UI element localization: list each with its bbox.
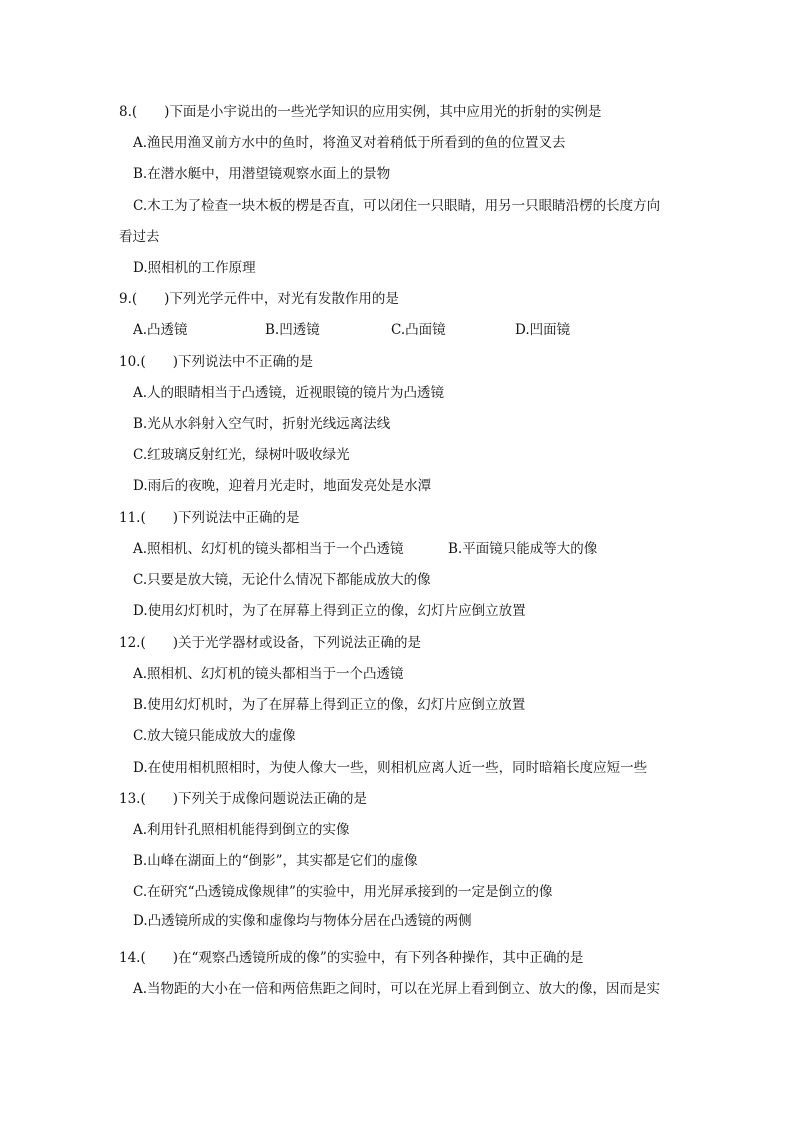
question-text: 下列说法中不正确的是 [178,354,314,370]
question-8-option-c-continued: 看过去 [119,229,160,245]
question-13-option-b: B.山峰在湖面上的“倒影”，其实都是它们的虚像 [133,853,418,869]
question-11-option-a: A.照相机、幻灯机的镜头都相当于一个凸透镜 [133,541,404,557]
question-10-option-d: D.雨后的夜晚，迎着月光走时，地面发亮处是水潭 [133,478,432,494]
answer-blank: ( ) [140,791,179,807]
question-13-option-c: C.在研究“凸透镜成像规律”的实验中，用光屏承接到的一定是倒立的像 [133,884,553,900]
question-11-option-d: D.使用幻灯机时，为了在屏幕上得到正立的像，幻灯片应倒立放置 [133,603,526,619]
question-number: 8. [119,104,132,120]
question-14-option-a: A.当物距的大小在一倍和两倍焦距之间时，可以在光屏上看到倒立、放大的像，因而是实 [133,981,661,997]
question-12-option-b: B.使用幻灯机时，为了在屏幕上得到正立的像，幻灯片应倒立放置 [133,697,526,713]
question-9-option-d: D.凹面镜 [515,322,571,338]
answer-blank: ( ) [140,510,179,526]
question-11-stem [119,508,300,528]
question-number: 13. [119,791,141,807]
question-13-stem [119,789,367,809]
question-10-option-a: A.人的眼睛相当于凸透镜，近视眼镜的镜片为凸透镜 [133,385,445,401]
answer-blank: ( ) [140,950,179,966]
answer-blank: ( ) [140,354,179,370]
question-8-option-d: D.照相机的工作原理 [133,260,256,276]
question-text: 下面是小宇说出的一些光学知识的应用实例，其中应用光的折射的实例是 [169,104,602,120]
question-12-stem [119,633,421,653]
question-10-option-b: B.光从水斜射入空气时，折射光线远离法线 [133,416,391,432]
question-11-option-b: B.平面镜只能成等大的像 [448,541,598,557]
question-10-option-c: C.红玻璃反射红光，绿树叶吸收绿光 [133,447,350,463]
question-text: 在“观察凸透镜所成的像”的实验中，有下列各种操作，其中正确的是 [178,950,584,966]
answer-blank: ( ) [131,291,170,307]
question-14-stem [119,948,583,968]
question-8-option-c: C.木工为了检查一块木板的楞是否直，可以闭住一只眼睛，用另一只眼睛沿楞的长度方向 [133,198,661,214]
question-number: 14. [119,950,141,966]
question-text: 下列说法中正确的是 [178,510,300,526]
question-13-option-a: A.利用针孔照相机能得到倒立的实像 [133,822,350,838]
question-12-option-a: A.照相机、幻灯机的镜头都相当于一个凸透镜 [133,666,404,682]
question-number: 12. [119,635,141,651]
answer-blank: ( ) [131,104,170,120]
answer-blank: ( ) [140,635,179,651]
question-text: 关于光学器材或设备，下列说法正确的是 [178,635,422,651]
question-9-option-a: A.凸透镜 [133,322,188,338]
question-8-option-a: A.渔民用渔叉前方水中的鱼时，将渔叉对着稍低于所看到的鱼的位置叉去 [133,135,566,151]
question-text: 下列光学元件中，对光有发散作用的是 [169,291,399,307]
question-12-option-d: D.在使用相机照相时，为使人像大一些，则相机应离人近一些，同时暗箱长度应短一些 [133,760,648,776]
question-11-option-c: C.只要是放大镜，无论什么情况下都能成放大的像 [133,572,431,588]
question-number: 10. [119,354,141,370]
question-9-option-b: B.凹透镜 [265,322,320,338]
question-number: 11. [119,510,141,526]
question-text: 下列关于成像问题说法正确的是 [178,791,368,807]
question-8-stem [119,102,601,122]
question-9-option-c: C.凸面镜 [391,322,446,338]
question-9-stem [119,289,399,309]
question-8-option-b: B.在潜水艇中，用潜望镜观察水面上的景物 [133,166,391,182]
question-number: 9. [119,291,132,307]
question-13-option-d: D.凸透镜所成的实像和虚像均与物体分居在凸透镜的两侧 [133,913,472,929]
question-12-option-c: C.放大镜只能成放大的虚像 [133,728,296,744]
question-10-stem [119,352,313,372]
